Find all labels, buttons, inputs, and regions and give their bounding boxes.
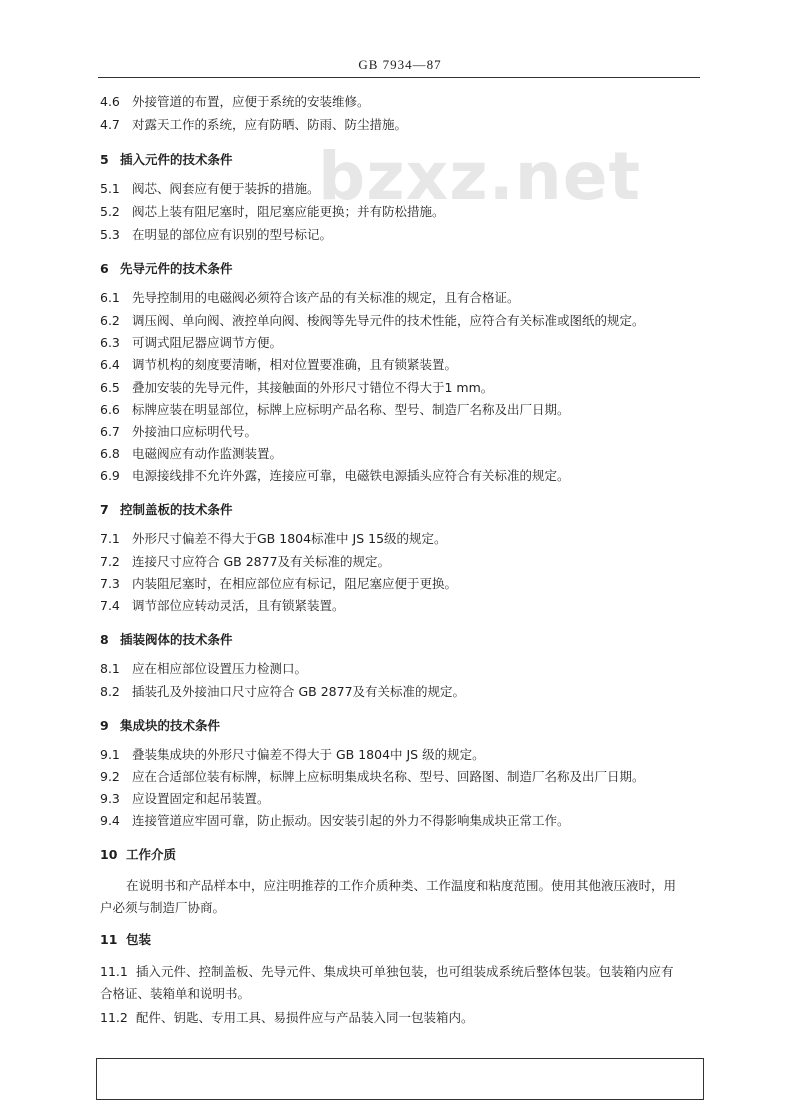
clause-number: 5.2: [100, 204, 120, 219]
clause-text: 在明显的部位应有识别的型号标记。: [132, 227, 333, 242]
clause-6-7: [100, 424, 740, 440]
clause-6-5: [100, 380, 740, 396]
clause-number: 4.7: [100, 117, 120, 132]
section-heading-11: [100, 930, 151, 948]
clause-text: 应设置固定和起吊装置。: [132, 791, 270, 806]
page-header-code: GB 7934—87: [358, 57, 442, 72]
paragraph-line: 户必须与制造厂协商。: [100, 900, 226, 915]
section-number: 11: [100, 932, 118, 947]
section-10-paragraph: [100, 875, 750, 919]
section-title: 插入元件的技术条件: [120, 152, 233, 167]
section-heading-7: [100, 500, 233, 518]
section-title: 包装: [126, 932, 152, 947]
clause-number: 7.4: [100, 598, 120, 613]
clause-number: 6.6: [100, 402, 120, 417]
section-heading-6: [100, 259, 233, 277]
clause-number: 6.3: [100, 335, 120, 350]
paragraph-line: 在说明书和产品样本中，应注明推荐的工作介质种类、工作温度和粘度范围。使用其他液压液时，用: [126, 878, 677, 893]
clause-number: 7.2: [100, 554, 120, 569]
clause-text: 叠装集成块的外形尺寸偏差不得大于 GB 1804中 JS 级的规定。: [132, 747, 485, 762]
clause-text-continued: 合格证、装箱单和说明书。: [100, 986, 251, 1001]
section-title: 集成块的技术条件: [120, 718, 221, 733]
clause-number: 6.5: [100, 380, 120, 395]
clause-text: 配件、钥匙、专用工具、易损件应与产品装入同一包装箱内。: [136, 1010, 474, 1025]
header-rule: [98, 77, 700, 78]
clause-text: 插入元件、控制盖板、先导元件、集成块可单独包装，也可组装成系统后整体包装。包装箱内应有: [136, 964, 674, 979]
clause-number: 9.1: [100, 747, 120, 762]
clause-text: 应在相应部位设置压力检测口。: [132, 661, 308, 676]
clause-number: 7.1: [100, 531, 120, 546]
section-heading-9: [100, 716, 220, 734]
clause-number: 6.2: [100, 313, 120, 328]
clause-9-2: [100, 769, 740, 785]
section-number: 10: [100, 847, 118, 862]
watermark: bzxz.net: [318, 138, 642, 215]
clause-4-6: [100, 94, 740, 110]
section-number: 6: [100, 261, 109, 276]
clause-text: 对露天工作的系统，应有防晒、防雨、防尘措施。: [132, 117, 408, 132]
clause-number: 5.1: [100, 181, 120, 196]
clause-4-7: [100, 117, 740, 133]
section-title: 工作介质: [126, 847, 177, 862]
clause-6-4: [100, 357, 740, 373]
clause-11-1: [100, 961, 750, 1005]
footer-box: [96, 1058, 704, 1100]
clause-number: 6.7: [100, 424, 120, 439]
clause-text: 电源接线排不允许外露，连接应可靠，电磁铁电源插头应符合有关标准的规定。: [132, 468, 570, 483]
clause-8-2: [100, 684, 740, 700]
clause-6-6: [100, 402, 740, 418]
section-number: 7: [100, 502, 109, 517]
section-number: 5: [100, 152, 109, 167]
clause-6-8: [100, 446, 740, 462]
clause-7-4: [100, 598, 740, 614]
clause-text: 应在合适部位装有标牌，标牌上应标明集成块名称、型号、回路图、制造厂名称及出厂日期。: [132, 769, 645, 784]
clause-9-4: [100, 813, 740, 829]
clause-text: 外接管道的布置，应便于系统的安装维修。: [132, 94, 370, 109]
clause-text: 可调式阻尼器应调节方便。: [132, 335, 283, 350]
clause-7-1: [100, 531, 740, 547]
section-title: 插装阀体的技术条件: [120, 632, 233, 647]
clause-5-3: [100, 227, 740, 243]
clause-8-1: [100, 661, 740, 677]
clause-6-3: [100, 335, 740, 351]
clause-text: 调节部位应转动灵活，且有锁紧装置。: [132, 598, 345, 613]
clause-number: 6.4: [100, 357, 120, 372]
clause-6-2: [100, 313, 740, 329]
clause-text: 外接油口应标明代号。: [132, 424, 258, 439]
clause-number: 6.9: [100, 468, 120, 483]
clause-number: 9.3: [100, 791, 120, 806]
section-heading-10: [100, 845, 176, 863]
clause-text: 叠加安装的先导元件，其接触面的外形尺寸错位不得大于1 mm。: [132, 380, 494, 395]
clause-text: 阀芯、阀套应有便于装拆的措施。: [132, 181, 320, 196]
clause-text: 外形尺寸偏差不得大于GB 1804标准中 JS 15级的规定。: [132, 531, 447, 546]
section-title: 控制盖板的技术条件: [120, 502, 233, 517]
section-title: 先导元件的技术条件: [120, 261, 233, 276]
clause-number: 6.8: [100, 446, 120, 461]
clause-5-2: [100, 204, 740, 220]
clause-number: 4.6: [100, 94, 120, 109]
clause-text: 阀芯上装有阻尼塞时，阻尼塞应能更换；并有防松措施。: [132, 204, 445, 219]
clause-6-9: [100, 468, 740, 484]
section-number: 8: [100, 632, 109, 647]
clause-number: 9.2: [100, 769, 120, 784]
clause-9-1: [100, 747, 740, 763]
clause-5-1: [100, 181, 740, 197]
section-heading-8: [100, 630, 233, 648]
clause-text: 标牌应装在明显部位，标牌上应标明产品名称、型号、制造厂名称及出厂日期。: [132, 402, 570, 417]
clause-number: 9.4: [100, 813, 120, 828]
clause-text: 内装阻尼塞时，在相应部位应有标记，阻尼塞应便于更换。: [132, 576, 458, 591]
clause-11-2: [100, 1010, 740, 1026]
clause-number: 11.1: [100, 964, 128, 979]
section-number: 9: [100, 718, 109, 733]
clause-number: 11.2: [100, 1010, 128, 1025]
clause-text: 连接管道应牢固可靠，防止振动。因安装引起的外力不得影响集成块正常工作。: [132, 813, 570, 828]
clause-6-1: [100, 290, 740, 306]
clause-text: 调压阀、单向阀、液控单向阀、梭阀等先导元件的技术性能，应符合有关标准或图纸的规定。: [132, 313, 645, 328]
section-heading-5: [100, 150, 233, 168]
clause-text: 电磁阀应有动作监测装置。: [132, 446, 283, 461]
clause-number: 8.1: [100, 661, 120, 676]
clause-text: 调节机构的刻度要清晰，相对位置要准确，且有锁紧装置。: [132, 357, 458, 372]
clause-9-3: [100, 791, 740, 807]
clause-7-2: [100, 554, 740, 570]
clause-text: 连接尺寸应符合 GB 2877及有关标准的规定。: [132, 554, 391, 569]
clause-text: 先导控制用的电磁阀必须符合该产品的有关标准的规定，且有合格证。: [132, 290, 520, 305]
clause-text: 插装孔及外接油口尺寸应符合 GB 2877及有关标准的规定。: [132, 684, 466, 699]
clause-number: 8.2: [100, 684, 120, 699]
clause-number: 7.3: [100, 576, 120, 591]
clause-number: 5.3: [100, 227, 120, 242]
clause-7-3: [100, 576, 740, 592]
clause-number: 6.1: [100, 290, 120, 305]
